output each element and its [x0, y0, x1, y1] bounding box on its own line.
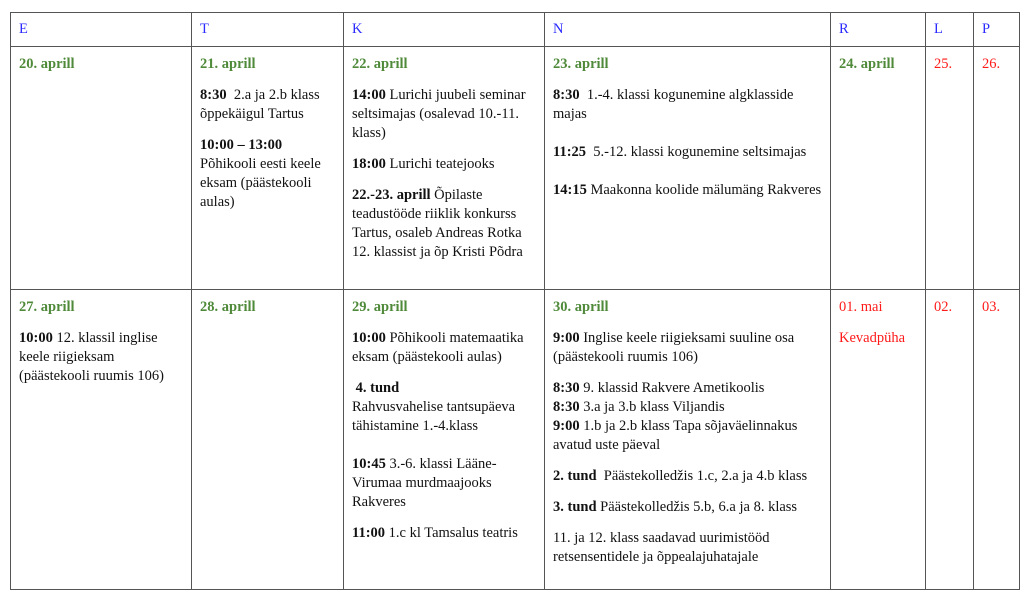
header-thursday	[545, 13, 831, 47]
header-wednesday	[344, 13, 545, 47]
date-label: 23. aprill	[553, 56, 609, 72]
day-cell	[831, 47, 926, 290]
day-cell-holiday	[831, 290, 926, 590]
day-cell	[192, 47, 344, 290]
date-label: 02.	[934, 299, 953, 315]
event-time: 8:30	[553, 87, 580, 103]
event-text: 3.a ja 3.b klass Viljandis	[579, 399, 725, 415]
event-time: 10:45	[352, 456, 386, 472]
date-label: 29. aprill	[352, 299, 408, 315]
day-cell	[344, 290, 545, 590]
event	[553, 398, 822, 417]
event-text: 11. ja 12. klass saadavad uurimistööd retsensentidele ja õppealajuhatajale	[553, 530, 770, 565]
header-tuesday	[192, 13, 344, 47]
event-text: Õpilaste teadustööde riiklik konkurss Tartus, osaleb Andreas Rotka 12. klassist ja õp Kristi Põdra	[352, 187, 523, 260]
date-label: 21. aprill	[200, 56, 256, 72]
event	[553, 417, 822, 455]
event-text: Inglise keele riigieksami suuline osa (päästekooli ruumis 106)	[553, 330, 795, 365]
day-label: P	[982, 21, 991, 37]
event-time: 3. tund	[553, 499, 597, 515]
date-label: 28. aprill	[200, 299, 256, 315]
day-label: L	[934, 21, 943, 37]
header-row	[11, 13, 1020, 47]
event-text: 2.a ja 2.b klass õppekäigul Tartus	[200, 87, 324, 122]
calendar-table	[10, 12, 1020, 590]
week-row	[11, 47, 1020, 290]
header-saturday	[926, 13, 974, 47]
event-time: 18:00	[352, 156, 386, 172]
event	[352, 186, 536, 262]
date-label: 25.	[934, 56, 953, 72]
event-text: 3.-6. klassi Lääne-Virumaa murdmaajooks Rakveres	[352, 456, 499, 510]
day-label: N	[553, 21, 564, 37]
event-time: 14:00	[352, 87, 386, 103]
event	[200, 136, 335, 212]
event-text: Lurichi juubeli seminar seltsimajas (osalevad 10.-11. klass)	[352, 87, 526, 141]
event-text: 9. klassid Rakvere Ametikoolis	[579, 380, 765, 396]
event	[352, 379, 536, 436]
event	[553, 86, 822, 124]
event-time: 8:30	[200, 87, 227, 103]
day-cell-weekend	[974, 290, 1020, 590]
event-time: 9:00	[553, 330, 580, 346]
event	[200, 86, 335, 124]
event	[352, 86, 536, 143]
event-time: 14:15	[553, 182, 587, 198]
event-time: 9:00	[553, 418, 580, 434]
event-text: Põhikooli eesti keele eksam (päästekooli aulas)	[200, 156, 321, 210]
event	[553, 143, 822, 162]
event-time: 11:00	[352, 525, 386, 541]
event-text: 1.b ja 2.b klass Tapa sõjaväelinnakus avatud uste päeval	[553, 418, 798, 453]
day-cell	[11, 47, 192, 290]
event	[352, 155, 536, 174]
event-time: 10:00	[352, 330, 386, 346]
day-cell	[545, 47, 831, 290]
event	[553, 467, 822, 486]
event-text: Lurichi teatejooks	[385, 156, 495, 172]
day-label: E	[19, 21, 28, 37]
event	[19, 329, 183, 386]
date-label: 24. aprill	[839, 56, 895, 72]
date-label: 26.	[982, 56, 1001, 72]
holiday-label: Kevadpüha	[839, 330, 906, 346]
event	[352, 329, 536, 367]
day-label: K	[352, 21, 363, 37]
event-text: Rahvusvahelise tantsupäeva tähistamine 1.-4.klass	[352, 399, 516, 434]
date-label: 27. aprill	[19, 299, 75, 315]
event-text: Põhikooli matemaatika eksam (päästekooli aulas)	[352, 330, 524, 365]
day-cell-weekend	[926, 290, 974, 590]
day-cell	[545, 290, 831, 590]
event-time: 2. tund	[553, 468, 597, 484]
date-label: 20. aprill	[19, 56, 75, 72]
day-cell	[192, 290, 344, 590]
day-cell-weekend	[926, 47, 974, 290]
event-text: 1.c kl Tamsalus teatris	[385, 525, 518, 541]
event-time: 10:00	[19, 330, 53, 346]
event-text: 12. klassil inglise keele riigieksam (päästekooli ruumis 106)	[19, 330, 164, 384]
event-text: Maakonna koolide mälumäng Rakveres	[586, 182, 822, 198]
event-text: 1.-4. klassi kogunemine algklasside majas	[553, 87, 798, 122]
event-time: 8:30	[553, 399, 580, 415]
event	[553, 181, 822, 200]
event-time: 10:00 – 13:00	[200, 137, 283, 153]
week-row	[11, 290, 1020, 590]
date-label: 30. aprill	[553, 299, 609, 315]
header-friday	[831, 13, 926, 47]
event	[352, 455, 536, 512]
date-label: 01. mai	[839, 299, 883, 315]
event	[553, 379, 822, 398]
event-text: Päästekolledžis 5.b, 6.a ja 8. klass	[596, 499, 798, 515]
event	[352, 524, 536, 543]
day-cell-weekend	[974, 47, 1020, 290]
header-monday	[11, 13, 192, 47]
date-label: 03.	[982, 299, 1001, 315]
date-label: 22. aprill	[352, 56, 408, 72]
day-label: R	[839, 21, 849, 37]
day-cell	[344, 47, 545, 290]
event-time: 4. tund	[352, 380, 400, 396]
event-time: 22.-23. aprill	[352, 187, 431, 203]
event-time: 8:30	[553, 380, 580, 396]
event	[553, 498, 822, 517]
event	[553, 329, 822, 367]
event	[553, 529, 822, 567]
day-label: T	[200, 21, 209, 37]
header-sunday	[974, 13, 1020, 47]
day-cell	[11, 290, 192, 590]
event-time: 11:25	[553, 144, 587, 160]
event-text: Päästekolledžis 1.c, 2.a ja 4.b klass	[596, 468, 808, 484]
event-text: 5.-12. klassi kogunemine seltsimajas	[586, 144, 807, 160]
